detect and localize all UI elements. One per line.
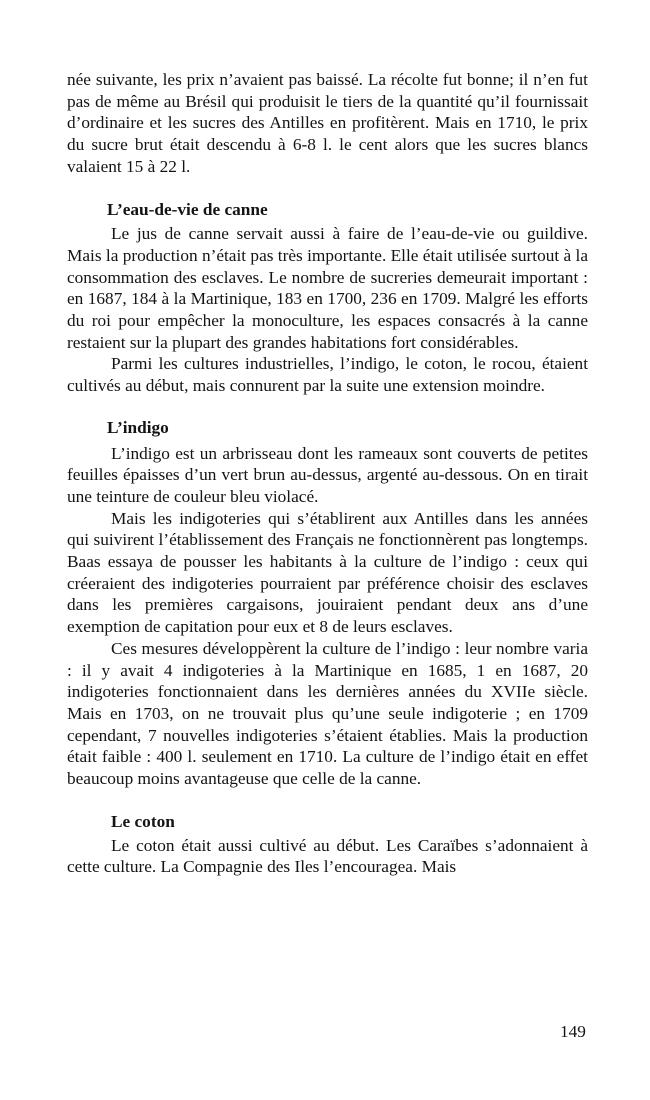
paragraph-1: née suivante, les prix n’avaient pas baissé. La récolte fut bonne; il n’en fut pas de même au Brésil qui produisit le tiers de la quantité qu’il fournissait d’ordinaire et les sucres des Antilles en profitèrent. Mais en 1710, le prix du sucre brut était descendu à 6-8 l. le cent alors que les sucres blancs valaient 15 à 22 l. [67, 70, 588, 176]
heading-eau-de-vie: L’eau-de-vie de canne [107, 199, 268, 219]
page-number: 149 [560, 1022, 586, 1041]
paragraph-7: Le coton était aussi cultivé au début. Les Caraïbes s’adonnaient à cette culture. La Compagnie des Iles l’encouragea. Mais [67, 835, 588, 877]
heading-indigo: L’indigo [107, 417, 169, 437]
paragraph-3: Parmi les cultures industrielles, l’indigo, le coton, le rocou, étaient cultivés au début, mais connurent par la suite une extension moindre. [67, 354, 588, 396]
paragraph-6: Ces mesures développèrent la culture de l’indigo : leur nombre varia : il y avait 4 indigoteries à la Martinique en 1685, 1 en 1687, 20 indigoteries fonctionnaient dans les dernières années du XVIIe siècle. Mais en 1703, on ne trouvait plus qu’une seule indigoterie ; en 1709 cependant, 7 nouvelles indigoteries s’étaient établies. Mais la production était faible : 400 l. seulement en 1710. La culture de l’indigo était en effet beaucoup moins avantageuse que celle de la canne. [67, 638, 588, 789]
paragraph-5: Mais les indigoteries qui s’établirent aux Antilles dans les années qui suivirent l’établissement des Français ne fonctionnèrent pas longtemps. Baas essaya de pousser les habitants à la culture de l’indigo : ceux qui créeraient des indigoteries pourraient par préférence choisir des esclaves dans les premières cargaisons, jouiraient pendant deux ans d’une exemption de capitation pour eux et 8 de leurs esclaves. [67, 508, 588, 637]
page-body [67, 69, 588, 878]
paragraph-2: Le jus de canne servait aussi à faire de l’eau-de-vie ou guildive. Mais la production n’était pas très importante. Elle était utilisée surtout à la consommation des esclaves. Le nombre de sucreries demeurait important : en 1687, 184 à la Martinique, 183 en 1700, 236 en 1709. Malgré les efforts du roi pour empêcher la monoculture, les espaces consacrés à la canne restaient sur la plupart des grandes habitations fort considérables. [67, 224, 588, 352]
paragraph-4: L’indigo est un arbrisseau dont les rameaux sont couverts de petites feuilles épaisses d’un vert brun au-dessus, argenté au-dessous. On en tirait une teinture de couleur bleu violacé. [67, 443, 588, 506]
heading-coton: Le coton [111, 811, 175, 831]
